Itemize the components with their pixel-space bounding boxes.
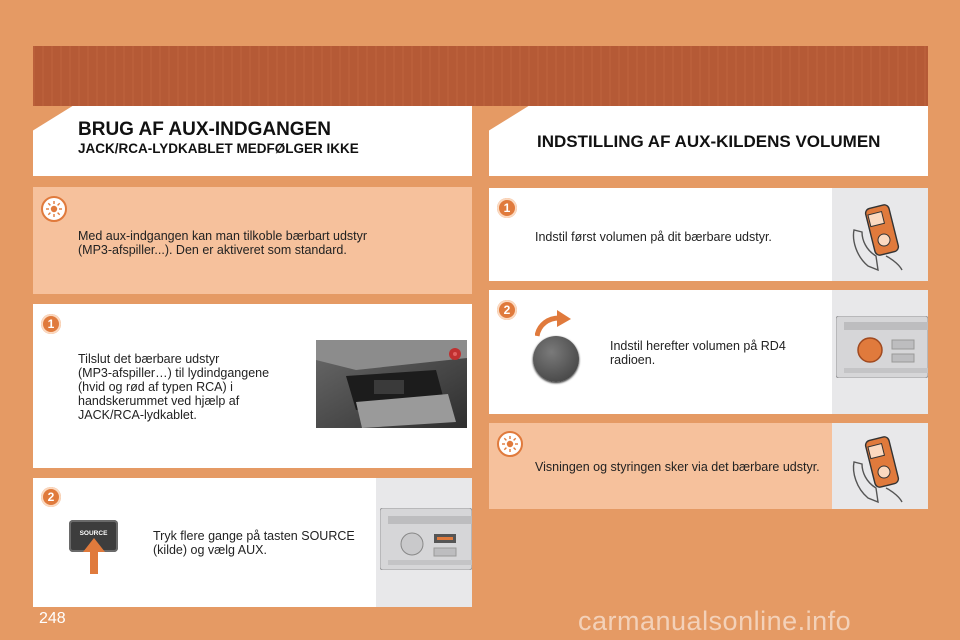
source-button-label: SOURCE — [79, 530, 108, 537]
step-number-badge: 2 — [497, 300, 517, 320]
radio-panel-graphic — [836, 316, 928, 378]
left-step1-line3: (hvid og rød af typen RCA) i — [78, 380, 233, 394]
header-banner-texture — [33, 46, 928, 106]
left-step1-line2: (MP3-afspiller…) til lydindgangene — [78, 366, 270, 380]
right-title: INDSTILLING AF AUX-KILDENS VOLUMEN — [537, 132, 881, 151]
right-step2-line2: radioen. — [610, 353, 656, 367]
step-number-badge: 1 — [41, 314, 61, 334]
glovebox-photo — [316, 340, 467, 428]
note-icon — [41, 196, 67, 222]
left-title: BRUG AF AUX-INDGANGEN — [78, 119, 331, 140]
left-note-line2: (MP3-afspiller...). Den er aktiveret som standard. — [78, 243, 347, 257]
mp3-player-icon — [850, 432, 910, 504]
left-step1-line4: handskerummet ved hjælp af — [78, 394, 240, 408]
right-step1-text: Indstil først volumen på dit bærbare udstyr. — [535, 230, 772, 244]
left-note-line1: Med aux-indgangen kan man tilkoble bærbart udstyr — [78, 229, 368, 243]
watermark: carmanualsonline.info — [578, 606, 852, 636]
left-step1-line5: JACK/RCA-lydkablet. — [78, 408, 197, 422]
step-number-badge: 1 — [497, 198, 517, 218]
note-icon — [497, 431, 523, 457]
right-step2-line1: Indstil herefter volumen på RD4 — [610, 339, 786, 353]
step-number-badge: 2 — [41, 487, 61, 507]
mp3-player-icon — [850, 200, 910, 272]
page-number: 248 — [39, 610, 66, 627]
left-subtitle: JACK/RCA-LYDKABLET MEDFØLGER IKKE — [78, 141, 359, 156]
left-step2-line2: (kilde) og vælg AUX. — [153, 543, 267, 557]
right-note-text: Visningen og styringen sker via det bærbare udstyr. — [535, 460, 820, 474]
left-step2-line1: Tryk flere gange på tasten SOURCE — [153, 529, 355, 543]
arrow-up-icon — [83, 538, 105, 574]
rotate-arrow-icon — [535, 310, 571, 338]
left-step1-line1: Tilslut det bærbare udstyr — [78, 352, 220, 366]
radio-panel-graphic — [380, 508, 472, 570]
volume-knob — [533, 336, 579, 382]
